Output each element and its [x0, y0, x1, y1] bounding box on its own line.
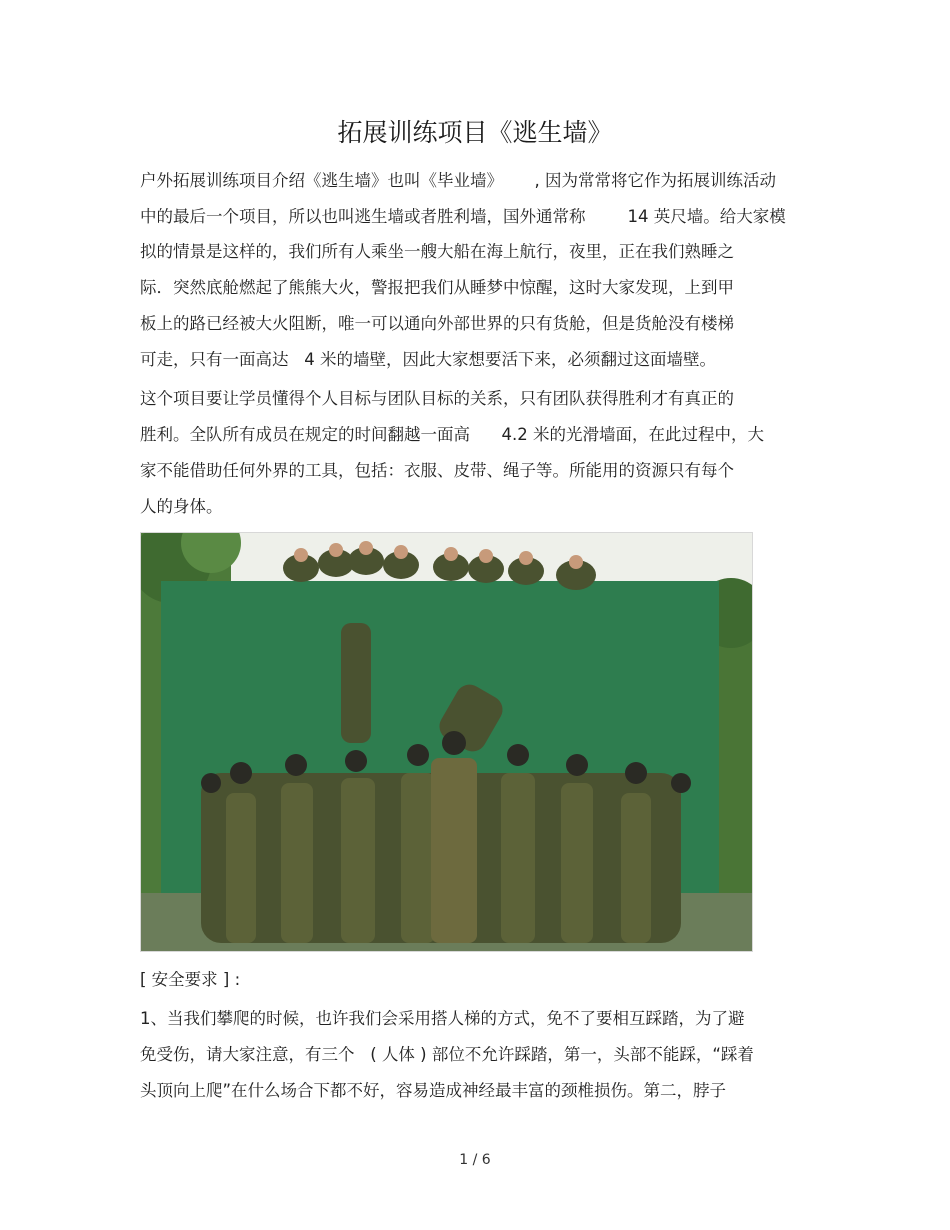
paragraph-line: 可走，只有一面高达 4 米的墙壁，因此大家想要活下来，必须翻过这面墙壁。 — [140, 350, 716, 369]
safety-line: 头顶向上爬”在什么场合下都不好，容易造成神经最丰富的颈椎损伤。第二，脖子 — [140, 1081, 727, 1100]
paragraph-line: 际．突然底舱燃起了熊熊大火，警报把我们从睡梦中惊醒，这时大家发现，上到甲 — [140, 278, 734, 297]
paragraph-line: 拟的情景是这样的，我们所有人乘坐一艘大船在海上航行，夜里，正在我们熟睡之 — [140, 242, 734, 261]
paragraph-line: 中的最后一个项目，所以也叫逃生墙或者胜利墙，国外通常称 14 英尺墙。给大家模 — [140, 207, 786, 226]
escape-wall-photo — [140, 532, 753, 952]
paragraph-line: 板上的路已经被大火阻断，唯一可以通向外部世界的只有货舱，但是货舱没有楼梯 — [140, 314, 734, 333]
safety-line: 1、当我们攀爬的时候，也许我们会采用搭人梯的方式，免不了要相互踩踏，为了避 — [140, 1009, 745, 1028]
safety-heading: [ 安全要求 ] : — [140, 970, 241, 989]
photo-illustration — [141, 533, 753, 952]
paragraph-line: 家不能借助任何外界的工具，包括：衣服、皮带、绳子等。所能用的资源只有每个 — [140, 461, 734, 480]
document-title: 拓展训练项目《逃生墙》 — [337, 118, 613, 147]
paragraph-line: 人的身体。 — [140, 497, 223, 516]
paragraph-line: 户外拓展训练项目介绍《逃生墙》也叫《毕业墙》 , 因为常常将它作为拓展训练活动 — [140, 171, 776, 190]
page-number: 1 / 6 — [459, 1152, 491, 1168]
paragraph-line: 这个项目要让学员懂得个人目标与团队目标的关系，只有团队获得胜利才有真正的 — [140, 389, 734, 408]
paragraph-line: 胜利。全队所有成员在规定的时间翻越一面高 4.2 米的光滑墙面，在此过程中，大 — [140, 425, 764, 444]
safety-line: 免受伤，请大家注意，有三个 ( 人体 ) 部位不允许踩踏，第一，头部不能踩，“踩着 — [140, 1045, 754, 1064]
